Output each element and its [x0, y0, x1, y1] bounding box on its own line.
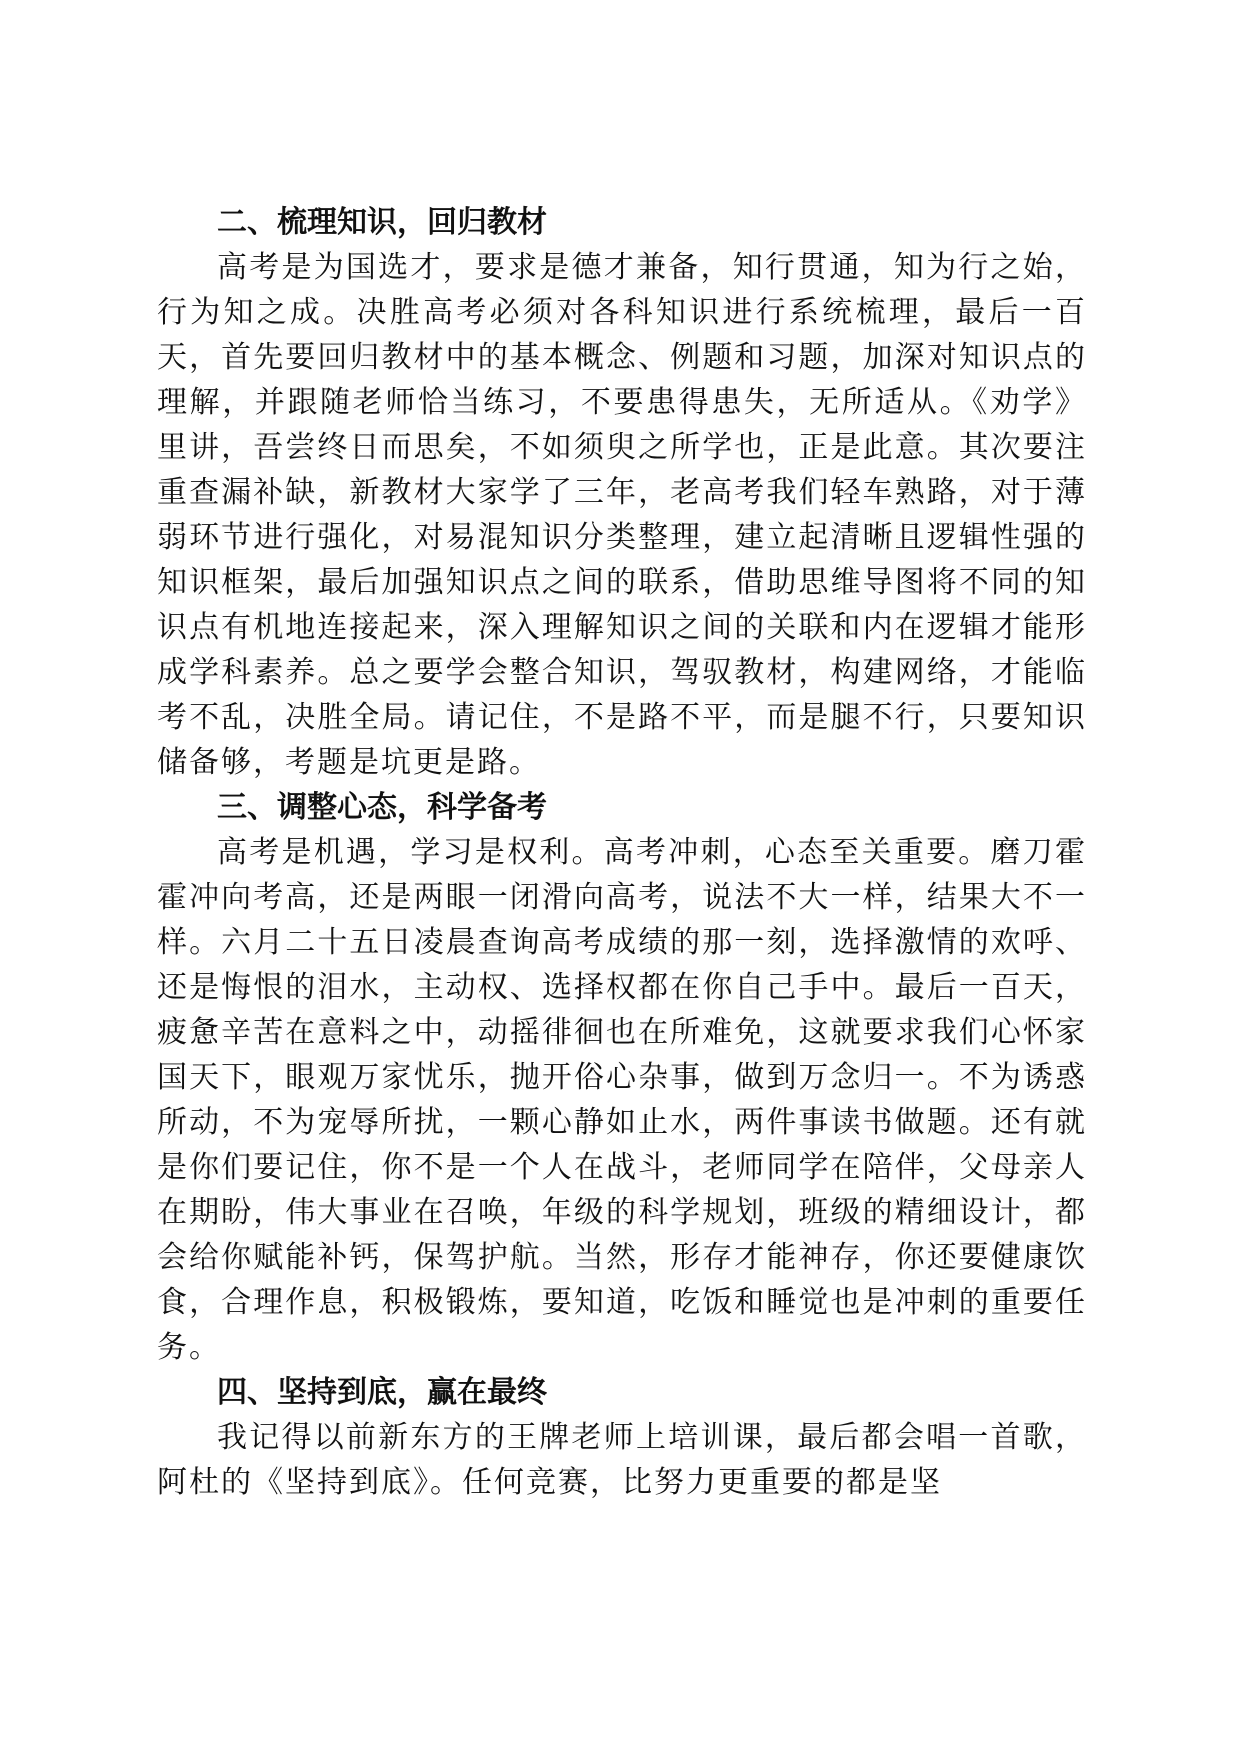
- section-heading: 四、坚持到底，赢在最终: [217, 1375, 547, 1410]
- section-heading: 三、调整心态，科学备考: [217, 790, 547, 825]
- section-heading: 二、梳理知识，回归教材: [217, 205, 547, 240]
- body-paragraph: 高考是为国选才，要求是德才兼备，知行贯通，知为行之始，行为知之成。决胜高考必须对各科知识进行系统梳理，最后一百天，首先要回归教材中的基本概念、例题和习题，加深对知识点的理解，并跟随老师恰当练习，不要患得患失，无所适从。《劝学》里讲，吾尝终日而思矣，不如须臾之所学也，正是此意。其次要注重查漏补缺，新教材大家学了三年，老高考我们轻车熟路，对于薄弱环节进行强化，对易混知识分类整理，建立起清晰且逻辑性强的知识框架，最后加强知识点之间的联系，借助思维导图将不同的知识点有机地连接起来，深入理解知识之间的关联和内在逻辑才能形成学科素养。总之要学会整合知识，驾驭教材，构建网络，才能临考不乱，决胜全局。请记住，不是路不平，而是腿不行，只要知识储备够，考题是坑更是路。: [157, 250, 1087, 780]
- section-4: [157, 1370, 1087, 1505]
- section-3: [157, 785, 1087, 1370]
- document-page: [157, 200, 1087, 1505]
- section-2: [157, 200, 1087, 785]
- body-paragraph: 我记得以前新东方的王牌老师上培训课，最后都会唱一首歌，阿杜的《坚持到底》。任何竞赛，比努力更重要的都是坚: [157, 1420, 1087, 1500]
- body-paragraph: 高考是机遇，学习是权利。高考冲刺，心态至关重要。磨刀霍霍冲向考高，还是两眼一闭滑向高考，说法不大一样，结果大不一样。六月二十五日凌晨查询高考成绩的那一刻，选择激情的欢呼、还是悔恨的泪水，主动权、选择权都在你自己手中。最后一百天，疲惫辛苦在意料之中，动摇徘徊也在所难免，这就要求我们心怀家国天下，眼观万家忧乐，抛开俗心杂事，做到万念归一。不为诱惑所动，不为宠辱所扰，一颗心静如止水，两件事读书做题。还有就是你们要记住，你不是一个人在战斗，老师同学在陪伴，父母亲人在期盼，伟大事业在召唤，年级的科学规划，班级的精细设计，都会给你赋能补钙，保驾护航。当然，形存才能神存，你还要健康饮食，合理作息，积极锻炼，要知道，吃饭和睡觉也是冲刺的重要任务。: [157, 835, 1087, 1365]
